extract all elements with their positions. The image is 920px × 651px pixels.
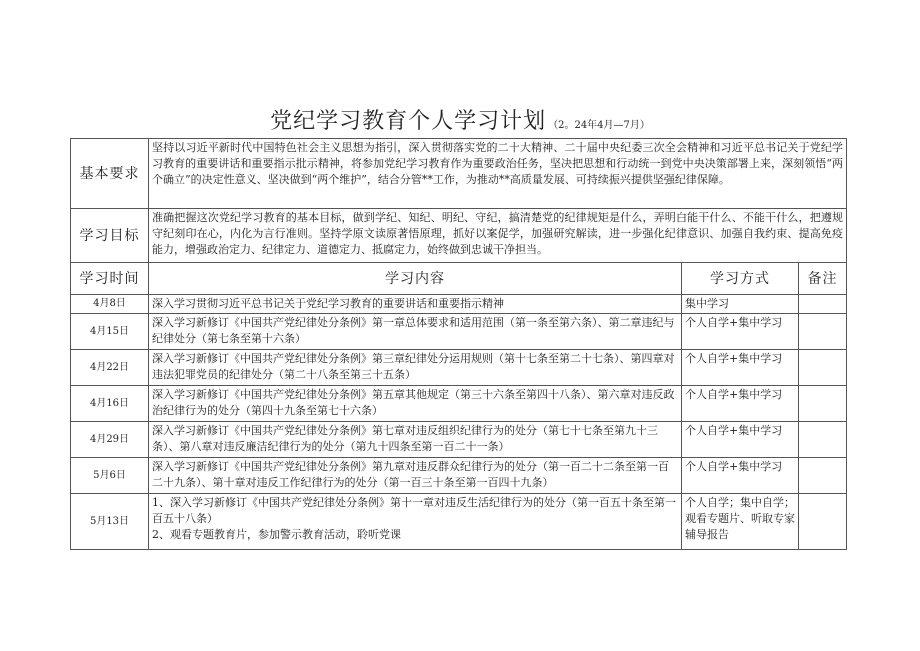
header-content: 学习内容 (149, 263, 682, 295)
schedule-date: 4月8日 (71, 295, 149, 314)
schedule-date: 4月22日 (71, 350, 149, 386)
schedule-content-line: 2、观看专题教育片，参加警示教育活动，聆听党课 (152, 528, 401, 541)
schedule-content (149, 494, 682, 550)
schedule-content (149, 386, 682, 422)
schedule-content (149, 350, 682, 386)
schedule-date: 4月29日 (71, 422, 149, 458)
schedule-method: 个人自学+集中学习 (682, 314, 799, 350)
schedule-content-line: 深入学习新修订《中国共产党纪律处分条例》第七章对违反组织纪律行为的处分（第七十七条至第九十三条）、第八章对违反廉洁纪律行为的处分（第九十四条至第一百二十一条） (152, 424, 658, 453)
schedule-method: 个人自学+集中学习 (682, 386, 799, 422)
schedule-row (71, 458, 847, 494)
schedule-method: 个人自学；集中自学；观看专题片、听取专家辅导报告 (682, 494, 799, 550)
goals-text: 准确把握这次党纪学习教育的基本目标，做到学纪、知纪、明纪、守纪，搞清楚党的纪律规矩是什么，弄明白能干什么、不能干什么，把遵规守纪刻印在心，内化为言行准则。坚持学原文读原著悟原理，抓好以案促学，加强研究解读，进一步强化纪律意识、加强自我约束、提高免疫能力，增强政治定力、纪律定力、道德定力、抵腐定力，始终做到忠诚干净担当。 (149, 209, 847, 263)
schedule-row (71, 386, 847, 422)
schedule-row (71, 494, 847, 550)
schedule-method: 集中学习 (682, 295, 799, 314)
header-note: 备注 (799, 263, 847, 295)
schedule-note (799, 295, 847, 314)
requirements-text: 坚持以习近平新时代中国特色社会主义思想为指引，深入贯彻落实党的二十大精神、二十届中央纪委三次全会精神和习近平总书记关于党纪学习教育的重要讲话和重要指示批示精神，将参加党纪学习教育作为重要政治任务，坚决把思想和行动统一到党中央决策部署上来，深刻领悟“两个确立”的决定性意义、坚决做到“两个维护”，结合分管**工作，为推动**高质量发展、可持续振兴提供坚强纪律保障。 (149, 139, 847, 209)
schedule-content (149, 458, 682, 494)
schedule-date: 4月16日 (71, 386, 149, 422)
schedule-content-line: 深入学习贯彻习近平总书记关于党纪学习教育的重要讲话和重要指示精神 (152, 297, 504, 310)
study-plan-table (70, 138, 847, 550)
schedule-content-line: 深入学习新修订《中国共产党纪律处分条例》第九章对违反群众纪律行为的处分（第一百二十二条至第一百二十九条）、第十章对违反工作纪律行为的处分（第一百三十条至第一百四十九条） (152, 460, 669, 489)
document-title: 党纪学习教育个人学习计划 (270, 109, 547, 134)
schedule-content (149, 295, 682, 314)
table-header-row (71, 263, 847, 295)
schedule-content (149, 422, 682, 458)
schedule-note (799, 494, 847, 550)
schedule-date: 4月15日 (71, 314, 149, 350)
header-method: 学习方式 (682, 263, 799, 295)
goals-row (71, 209, 847, 263)
document-subtitle: （2。24年4月—7月） (548, 120, 650, 131)
schedule-content-line: 1、深入学习新修订《中国共产党纪律处分条例》第十一章对违反生活纪律行为的处分（第一百五十条至第一百五十八条） (152, 496, 676, 525)
schedule-row (71, 422, 847, 458)
schedule-content-line: 深入学习新修订《中国共产党纪律处分条例》第一章总体要求和适用范围（第一条至第六条）、第二章违纪与纪律处分（第七条至第十六条） (152, 316, 675, 345)
schedule-date: 5月6日 (71, 458, 149, 494)
schedule-date: 5月13日 (71, 494, 149, 550)
requirements-row (71, 139, 847, 209)
requirements-label: 基本要求 (71, 139, 149, 209)
schedule-method: 个人自学+集中学习 (682, 350, 799, 386)
schedule-row (71, 350, 847, 386)
schedule-row (71, 314, 847, 350)
schedule-row (71, 295, 847, 314)
header-time: 学习时间 (71, 263, 149, 295)
schedule-note (799, 458, 847, 494)
schedule-note (799, 350, 847, 386)
schedule-content-line: 深入学习新修订《中国共产党纪律处分条例》第三章纪律处分运用规则（第十七条至第二十七条）、第四章对违法犯罪党员的纪律处分（第二十八条至第三十五条） (152, 352, 675, 381)
goals-label: 学习目标 (71, 209, 149, 263)
schedule-note (799, 314, 847, 350)
schedule-method: 个人自学+集中学习 (682, 422, 799, 458)
schedule-note (799, 422, 847, 458)
document-title-row (0, 104, 920, 135)
schedule-method: 个人自学+集中学习 (682, 458, 799, 494)
schedule-content-line: 深入学习新修订《中国共产党纪律处分条例》第五章其他规定（第三十六条至第四十八条）、第六章对违反政治纪律行为的处分（第四十九条至第七十六条） (152, 388, 675, 417)
schedule-note (799, 386, 847, 422)
schedule-content (149, 314, 682, 350)
